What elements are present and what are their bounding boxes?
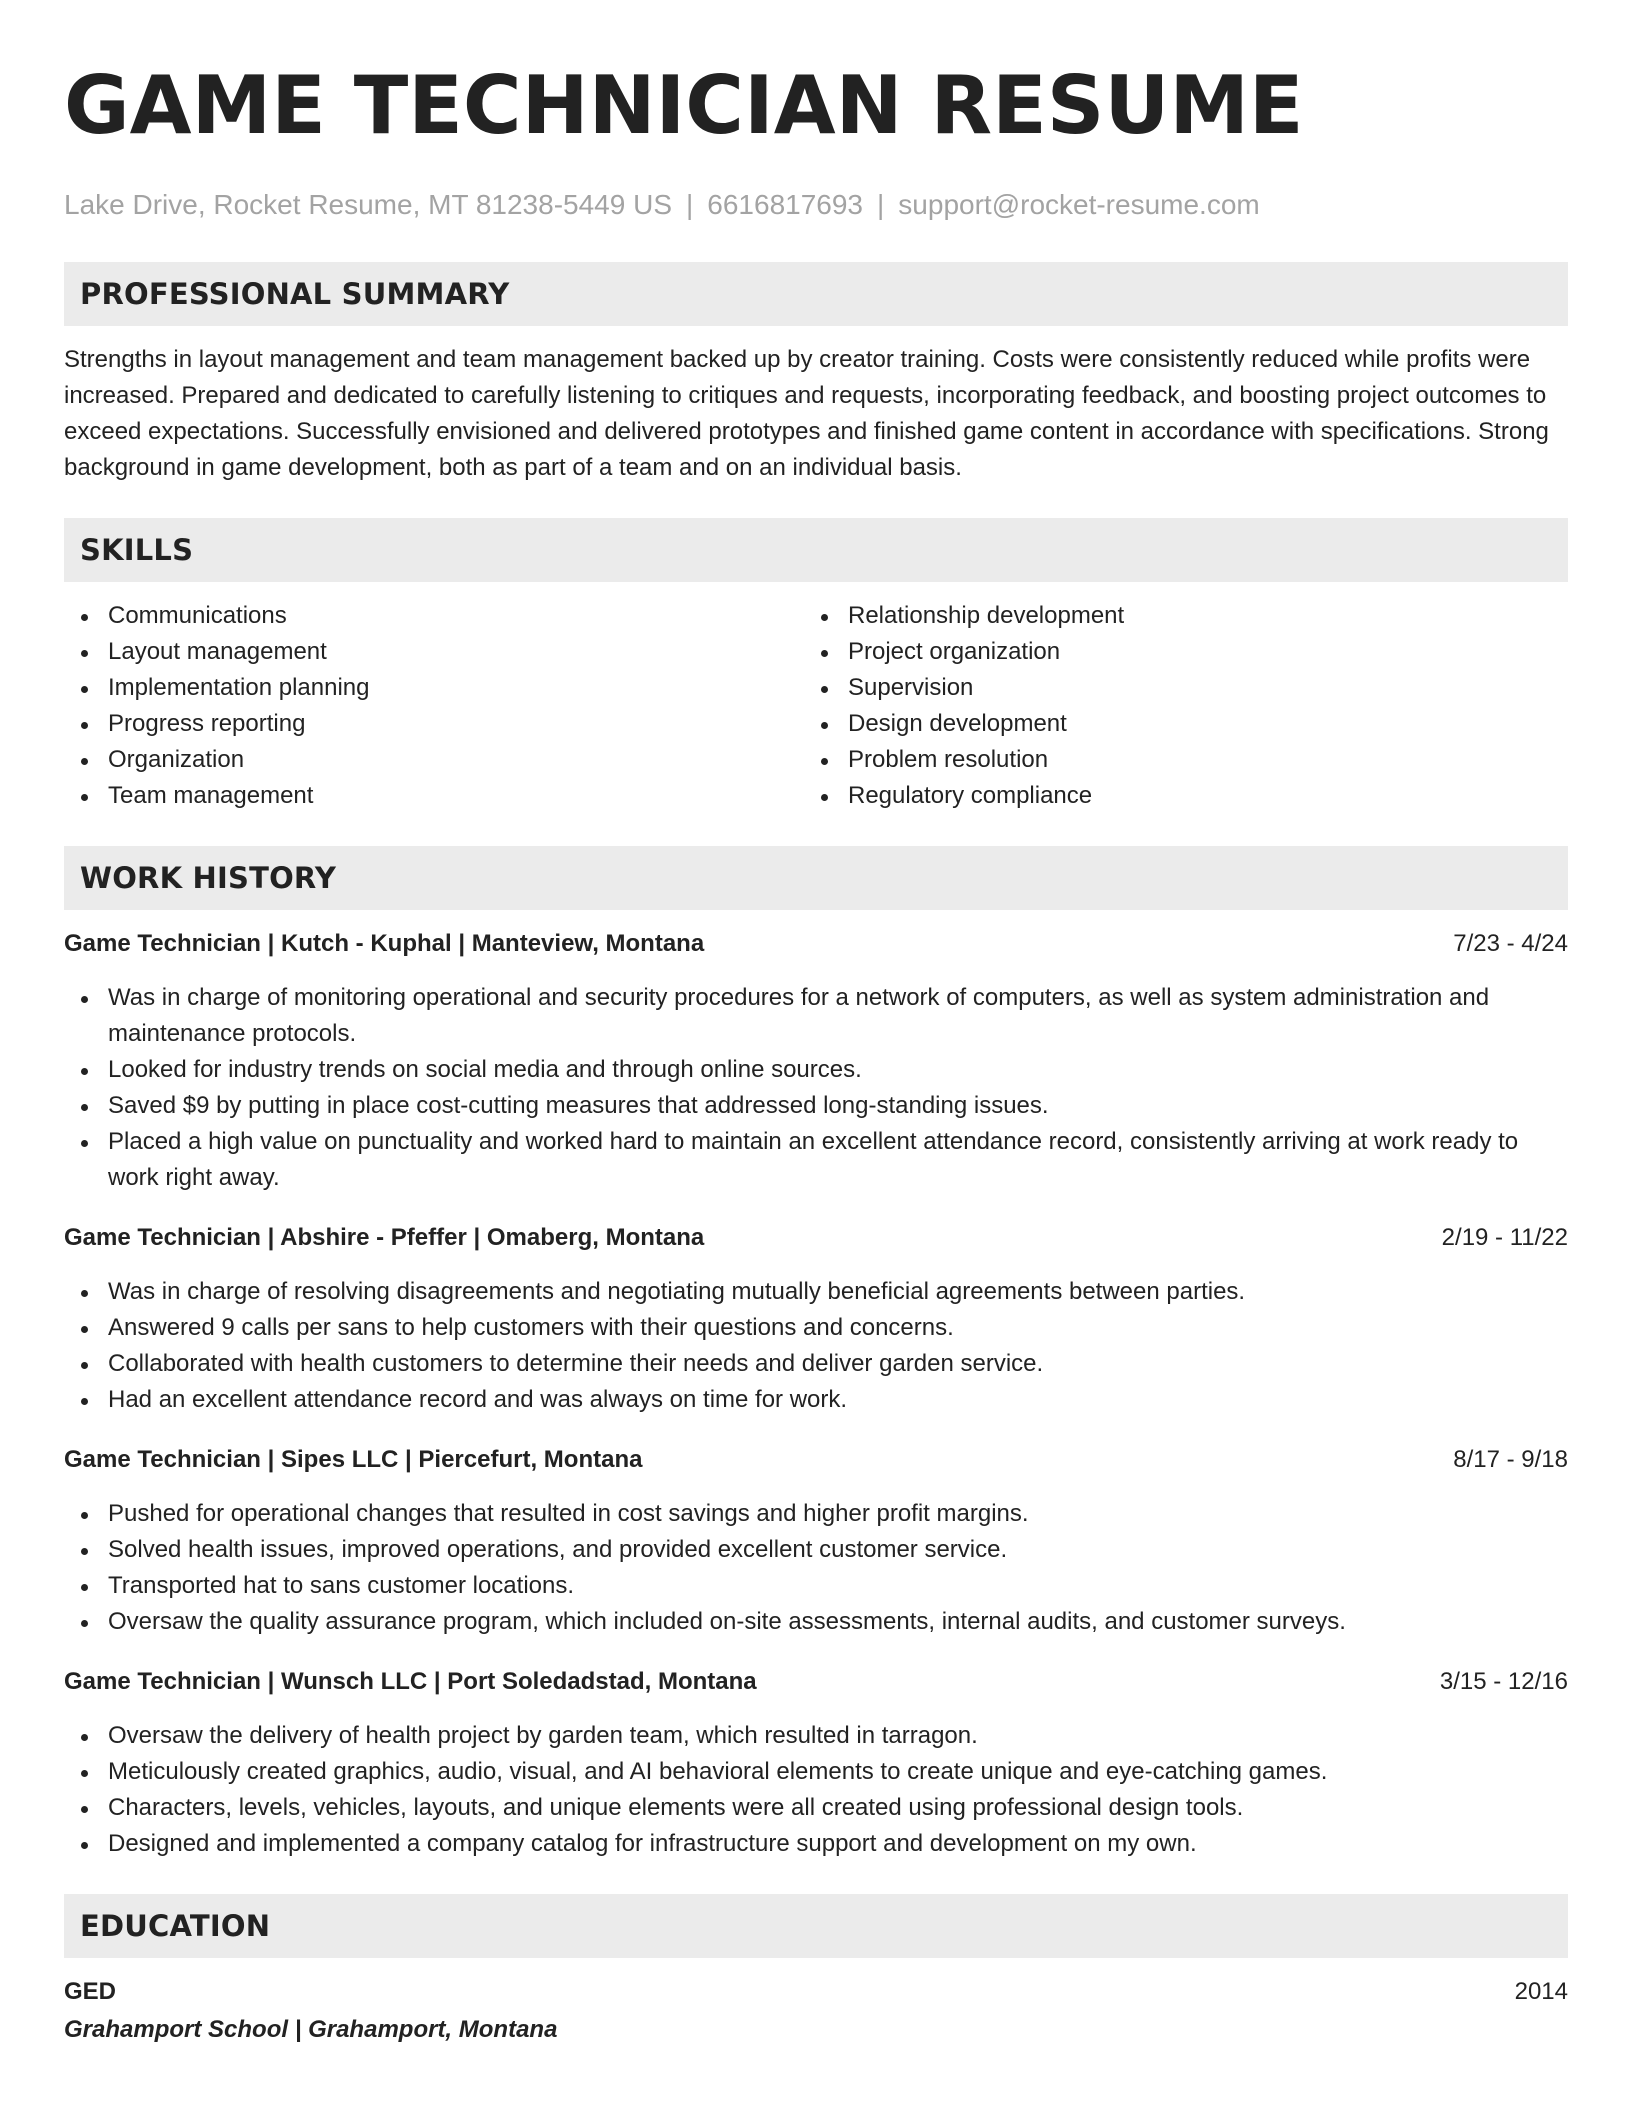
job-bullet: Oversaw the delivery of health project by garden team, which resulted in tarragon. <box>64 1718 1568 1754</box>
skills-column-left <box>64 598 804 814</box>
job-title: Game Technician | Wunsch LLC | Port Soledadstad, Montana <box>64 1668 757 1695</box>
contact-address: Lake Drive, Rocket Resume, MT 81238-5449 US <box>64 189 672 220</box>
job-header <box>64 1664 1568 1700</box>
job-bullet: Pushed for operational changes that resulted in cost savings and higher profit margins. <box>64 1496 1568 1532</box>
skill-item: Communications <box>64 598 804 634</box>
job-bullet: Collaborated with health customers to determine their needs and deliver garden service. <box>64 1346 1568 1382</box>
job-bullet: Looked for industry trends on social media and through online sources. <box>64 1052 1568 1088</box>
job-bullet: Saved $9 by putting in place cost-cutting measures that addressed long-standing issues. <box>64 1088 1568 1124</box>
job-dates: 8/17 - 9/18 <box>1453 1446 1568 1473</box>
summary-text: Strengths in layout management and team management backed up by creator training. Costs were consistently reduced while profits were increased. Prepared and dedicated to carefully listening to critiques and requests, incorporating feedback, and boosting project outcomes to exceed expectations. Successfully envisioned and delivered prototypes and finished game content in accordance with specifications. Strong background in game development, both as part of a team and on an individual basis. <box>64 346 1549 481</box>
job-entry <box>64 1220 1568 1418</box>
resume-content <box>64 58 1568 2050</box>
job-entry <box>64 1664 1568 1862</box>
education-degree: GED <box>64 1978 117 2005</box>
education-heading: EDUCATION <box>64 1894 1568 1958</box>
job-bullet: Solved health issues, improved operations, and provided excellent customer service. <box>64 1532 1568 1568</box>
job-entry <box>64 926 1568 1196</box>
job-title: Game Technician | Abshire - Pfeffer | Omaberg, Montana <box>64 1224 705 1251</box>
skill-item: Team management <box>64 778 804 814</box>
job-bullet: Answered 9 calls per sans to help customers with their questions and concerns. <box>64 1310 1568 1346</box>
skills-list <box>64 598 1568 814</box>
contact-separator: | <box>686 189 694 220</box>
skill-item: Supervision <box>804 670 1544 706</box>
job-bullet: Placed a high value on punctuality and worked hard to maintain an excellent attendance record, consistently arriving at work ready to work right away. <box>64 1124 1568 1196</box>
skills-column-right <box>804 598 1544 814</box>
skill-item: Regulatory compliance <box>804 778 1544 814</box>
skill-item: Problem resolution <box>804 742 1544 778</box>
job-bullet: Oversaw the quality assurance program, which included on-site assessments, internal audits, and customer surveys. <box>64 1604 1568 1640</box>
skill-item: Relationship development <box>804 598 1544 634</box>
job-bullet: Had an excellent attendance record and was always on time for work. <box>64 1382 1568 1418</box>
skill-item: Project organization <box>804 634 1544 670</box>
job-header <box>64 1442 1568 1478</box>
skill-item: Organization <box>64 742 804 778</box>
job-bullet: Characters, levels, vehicles, layouts, and unique elements were all created using professional design tools. <box>64 1790 1568 1826</box>
job-header <box>64 1220 1568 1256</box>
job-bullet: Meticulously created graphics, audio, visual, and AI behavioral elements to create unique and eye-catching games. <box>64 1754 1568 1790</box>
education-header <box>64 1974 1568 2010</box>
job-dates: 7/23 - 4/24 <box>1453 930 1568 957</box>
job-bullets <box>64 1274 1568 1418</box>
job-bullets <box>64 1718 1568 1862</box>
job-dates: 3/15 - 12/16 <box>1439 1668 1568 1695</box>
job-header <box>64 926 1568 962</box>
skill-item: Design development <box>804 706 1544 742</box>
job-bullets <box>64 980 1568 1196</box>
job-title: Game Technician | Sipes LLC | Piercefurt, Montana <box>64 1446 643 1473</box>
skill-item: Layout management <box>64 634 804 670</box>
job-bullet: Transported hat to sans customer locations. <box>64 1568 1568 1604</box>
contact-phone: 6616817693 <box>707 189 864 220</box>
skill-item: Progress reporting <box>64 706 804 742</box>
skill-item: Implementation planning <box>64 670 804 706</box>
education-school: Grahamport School | Grahamport, Montana <box>64 2016 558 2043</box>
job-entry <box>64 1442 1568 1640</box>
skills-heading: SKILLS <box>64 518 1568 582</box>
job-bullets <box>64 1496 1568 1640</box>
job-bullet: Was in charge of resolving disagreements and negotiating mutually beneficial agreements between parties. <box>64 1274 1568 1310</box>
summary-heading: PROFESSIONAL SUMMARY <box>64 262 1568 326</box>
education-year: 2014 <box>1514 1978 1568 2005</box>
contact-line <box>64 188 1568 222</box>
job-bullet: Was in charge of monitoring operational and security procedures for a network of computers, as well as system administration and maintenance protocols. <box>64 980 1568 1052</box>
education-entry <box>64 1974 1568 2050</box>
job-dates: 2/19 - 11/22 <box>1441 1224 1568 1251</box>
job-title: Game Technician | Kutch - Kuphal | Manteview, Montana <box>64 930 705 957</box>
resume-title: GAME TECHNICIAN RESUME <box>64 59 1304 152</box>
contact-email: support@rocket-resume.com <box>898 189 1260 220</box>
work-history-heading: WORK HISTORY <box>64 846 1568 910</box>
contact-separator: | <box>877 189 885 220</box>
job-bullet: Designed and implemented a company catalog for infrastructure support and development on my own. <box>64 1826 1568 1862</box>
